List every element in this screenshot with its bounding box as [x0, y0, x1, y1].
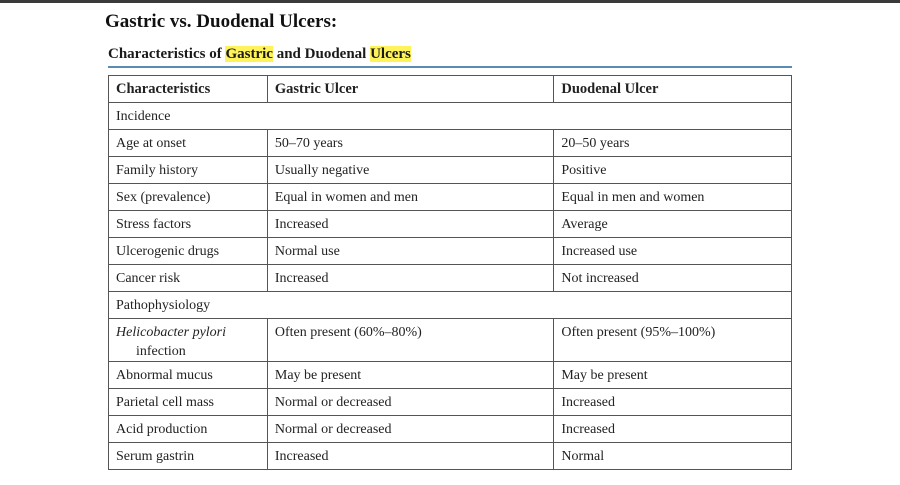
table-row-hpylori: [109, 319, 792, 362]
row-label-hpylori: [109, 319, 268, 362]
gastric-value: Increased: [267, 443, 553, 470]
duodenal-value: Often present (95%–100%): [554, 319, 792, 362]
table-row: [109, 389, 792, 416]
gastric-value: Usually negative: [267, 157, 553, 184]
duodenal-value: Positive: [554, 157, 792, 184]
row-label: Parietal cell mass: [109, 389, 268, 416]
caption-highlight-gastric: Gastric: [225, 46, 273, 62]
caption-middle: and Duodenal: [272, 46, 371, 62]
gastric-value: Normal or decreased: [267, 389, 553, 416]
duodenal-value: Average: [554, 211, 792, 238]
table-row: [109, 265, 792, 292]
row-label: Cancer risk: [109, 265, 268, 292]
duodenal-value: Increased use: [554, 238, 792, 265]
row-label: Abnormal mucus: [109, 362, 268, 389]
duodenal-value: Increased: [554, 389, 792, 416]
table-row: [109, 238, 792, 265]
section-label-pathophysiology: Pathophysiology: [109, 292, 792, 319]
gastric-value: Equal in women and men: [267, 184, 553, 211]
table-row: [109, 416, 792, 443]
gastric-value: Increased: [267, 211, 553, 238]
gastric-value: Increased: [267, 265, 553, 292]
row-label: Sex (prevalence): [109, 184, 268, 211]
table-row: [109, 157, 792, 184]
duodenal-value: Increased: [554, 416, 792, 443]
hpylori-italic-label: Helicobacter pylori: [116, 325, 227, 340]
row-label: Acid production: [109, 416, 268, 443]
header-gastric-ulcer: Gastric Ulcer: [267, 76, 553, 103]
page-title: Gastric vs. Duodenal Ulcers:: [105, 11, 338, 32]
section-label-incidence: Incidence: [109, 103, 792, 130]
table-caption: [108, 46, 792, 68]
gastric-value: Normal use: [267, 238, 553, 265]
duodenal-value: Not increased: [554, 265, 792, 292]
row-label: Family history: [109, 157, 268, 184]
gastric-value: May be present: [267, 362, 553, 389]
duodenal-value: Equal in men and women: [554, 184, 792, 211]
gastric-value: Normal or decreased: [267, 416, 553, 443]
header-row: [109, 76, 792, 103]
table-row: [109, 211, 792, 238]
table-row: [109, 184, 792, 211]
row-label: Age at onset: [109, 130, 268, 157]
gastric-value: 50–70 years: [267, 130, 553, 157]
header-characteristics: Characteristics: [109, 76, 268, 103]
duodenal-value: May be present: [554, 362, 792, 389]
caption-prefix: Characteristics of: [108, 46, 226, 62]
caption-highlight-ulcers: Ulcers: [370, 46, 411, 62]
hpylori-infection-label: infection: [136, 344, 186, 359]
duodenal-value: Normal: [554, 443, 792, 470]
section-row-pathophysiology: [109, 292, 792, 319]
table-row: [109, 362, 792, 389]
row-label: Ulcerogenic drugs: [109, 238, 268, 265]
top-border: [0, 0, 900, 3]
duodenal-value: 20–50 years: [554, 130, 792, 157]
comparison-table: [108, 75, 792, 470]
table-row: [109, 443, 792, 470]
row-label: Stress factors: [109, 211, 268, 238]
section-row-incidence: [109, 103, 792, 130]
header-duodenal-ulcer: Duodenal Ulcer: [554, 76, 792, 103]
row-label: Serum gastrin: [109, 443, 268, 470]
table-row: [109, 130, 792, 157]
gastric-value: Often present (60%–80%): [267, 319, 553, 362]
